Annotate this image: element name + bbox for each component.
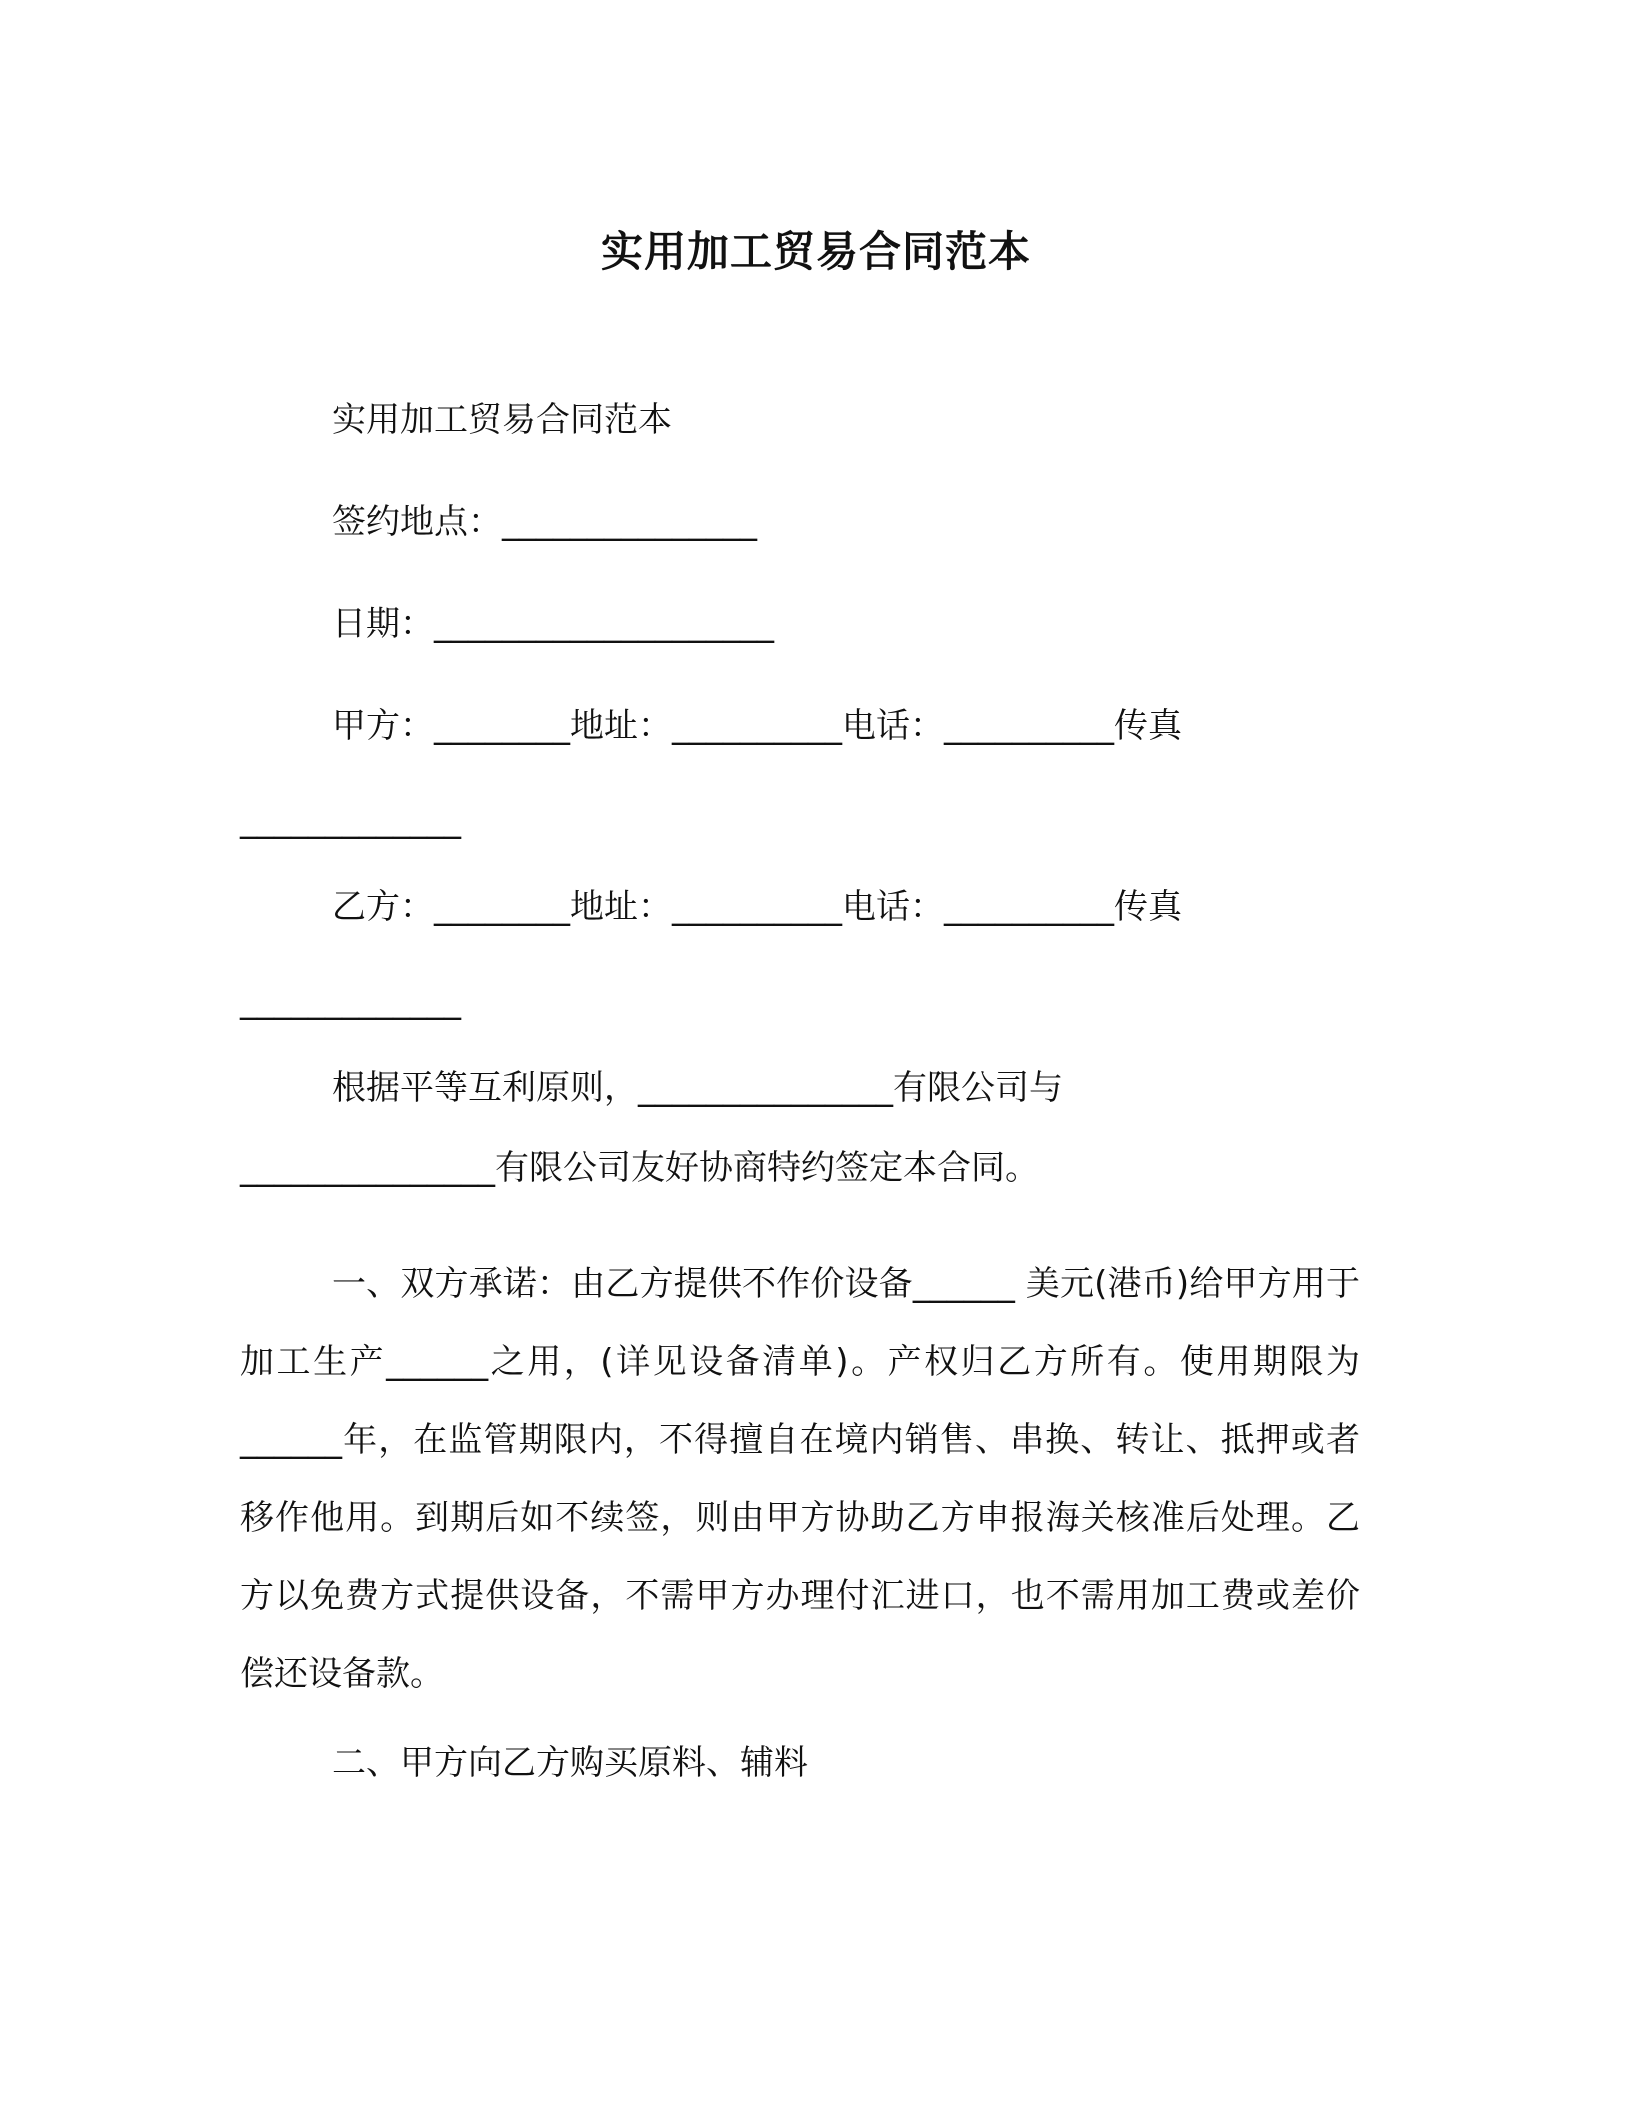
document-subtitle: 实用加工贸易合同范本 <box>332 400 672 440</box>
document-title: 实用加工贸易合同范本 <box>600 227 1031 276</box>
intro-line-1: 根据平等互利原则，_______________有限公司与 <box>332 1068 1063 1108</box>
party-a-line: 甲方：________地址：__________电话：__________传真 <box>332 706 1182 746</box>
date-line: 日期：____________________ <box>332 604 774 644</box>
party-a-fax-line: _____________ <box>240 800 461 840</box>
party-b-fax-line: _____________ <box>240 981 461 1021</box>
clause-two-heading: 二、甲方向乙方购买原料、辅料 <box>332 1743 808 1783</box>
clause-one-paragraph: 一、双方承诺：由乙方提供不作价设备______ 美元(港币)给甲方用于加工生产______之用，(详见设备清单)。产权归乙方所有。使用期限为______年，在监管期限内，不得擅自在境内销售、串换、转让、抵押或者移作他用。到期后如不续签，则由甲方协助乙方申报海关核准后处理。乙方以免费方式提供设备，不需甲方办理付汇进口，也不需用加工费或差价偿还设备款。 <box>240 1264 1360 1694</box>
intro-line-2: _______________有限公司友好协商特约签定本合同。 <box>240 1148 1039 1188</box>
party-b-line: 乙方：________地址：__________电话：__________传真 <box>332 887 1182 927</box>
sign-place-line: 签约地点：_______________ <box>332 502 757 542</box>
